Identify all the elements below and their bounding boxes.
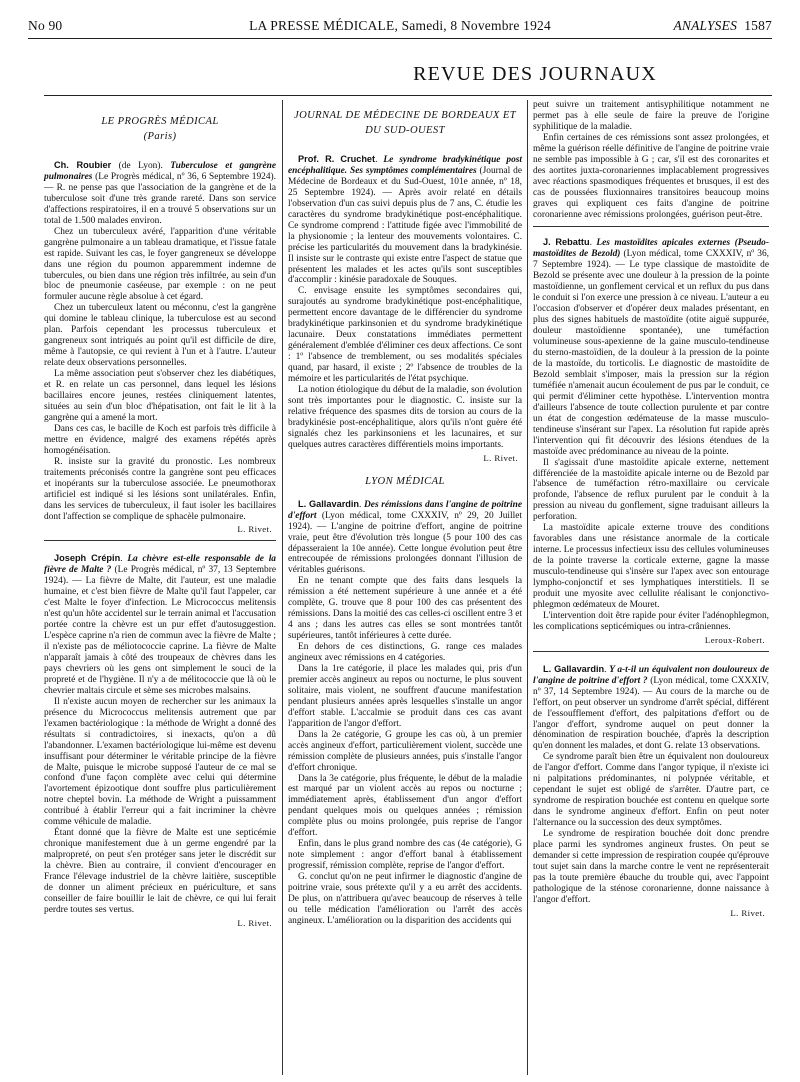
paragraph: G. conclut qu'on ne peut infirmer le diagnostic d'angine de poitrine vraie, sous prétexte qu'il y a eu arrêt des accidents. De plus, on n'attribuera qu'avec beaucoup de réserves à telle ou telle médication l'amélioration ou l'arrêt des accès angineux. L'amélioration ou la disparition des accidents qui — [288, 872, 522, 926]
paragraph: Il n'existe aucun moyen de rechercher sur les animaux la présence du Micrococcus melitensis autrement que par l'examen bactériologique : la méthode de Wright a donné des résultats si contradictoires, si inexacts, qu'on a dû l'abandonner. L'examen bactériologique lui-même est devenu insuffisant pour déterminer le véritable principe de la fièvre de Malte, puisque le microbe supposé l'auteur de ce mal se confond d'une façon complète avec celui qui détermine l'avortement épizootique dont souffre plus particulièrement notre cheptel bovin. La méthode de Wright a puissamment contribué à établir l'erreur qui a fait incriminer la chèvre comme véhicule de maladie. — [44, 696, 276, 828]
running-header — [28, 18, 772, 38]
paragraph: Dans la 1re catégorie, il place les malades qui, pris d'un premier accès angineux au repos ou nocturne, le plus souvent solitaire, mais violent, ne souffrent d'aucune manifestation pendant plusieurs années après lesquelles s'installe un angor d'effort stable. L'accalmie se produit dans ces cas avant l'apparition de l'angor d'effort. — [288, 663, 522, 729]
article-body: (Journal de Médecine de Bordeaux et du Sud-Ouest, 101e année, nº 18, 25 Septembre 1924). — Après avoir relaté en détails l'observation d'un cas suivi depuis plus de 7 ans, C. étudie les caractères du syndrome bradykinétique post-encéphalitique. Ce syndrome comprend : l'attitude figée avec l'immobilité de la physionomie ; la lenteur des mouvements volontaires. C. précise les particularités du mouvement dans la bradykinésie. Il insiste sur le contraste qui existe entre l'aspect de statue que présentent les malades et les actes qu'ils sont susceptibles d'accomplir : kinésie paradoxale de Souques. — [288, 165, 522, 286]
article-lead — [288, 154, 522, 286]
issue-number: No 90 — [28, 18, 63, 33]
author-punct: . — [589, 238, 597, 249]
article-lead — [44, 160, 276, 227]
paragraph: Dans ces cas, le bacille de Koch est parfois très difficile à mettre en évidence, malgré des examens répétés après homogénéisation. — [44, 423, 276, 456]
paragraph: La mastoïdite apicale externe trouve des conditions favorables dans une résistance anormale de la corticale interne. Le processus infectieux issu des cellules volumineuses de la pointe traverse la corticale externe, gagne la masse musculo-tendineuse qui s'insère sur l'apex avec son entourage lympho-conjonctif et ses lymphatiques interstitiels. Il se produit une myosite avec cellulite réalisant le conjonctivo-phlegmon œdémateux de Mouret. — [533, 523, 769, 610]
journal-running-title: LA PRESSE MÉDICALE, Samedi, 8 Novembre 1924 — [249, 18, 551, 33]
author-punct: . — [375, 155, 384, 165]
article-body: (Le Progrès médical, nº 36, 6 Septembre 1924). — R. ne pense pas que l'association de la gangrène et de la tuberculose soit d'une très grande rareté. Dans son service d'affections respiratoires, il en a trouvé 5 observations sur un total de 1.500 malades environ. — [44, 171, 276, 226]
column-divider — [527, 100, 528, 1075]
paragraph: Il s'agissait d'une mastoïdite apicale externe, nettement différenciée de la mastoïdite apicale interne ou de Bezold par l'absence de tuméfaction rétro-maxillaire ou cervicale profonde, l'absence de reflux purulent par le conduit à la pression au niveau du gonflement, signe traduisant ailleurs la perforation. — [533, 457, 769, 523]
paragraph: La même association peut s'observer chez les diabétiques, et R. en relate un cas personnel, dans lequel les lésions bacillaires encore jeunes, restées cliniquement latentes, situées au sein d'un bloc d'hépatisation, ont fait le lit à la gangrène qui a amené la mort. — [44, 369, 276, 423]
column-divider — [282, 100, 283, 1075]
section-and-page — [673, 18, 772, 34]
paragraph: Chez un tuberculeux latent ou méconnu, c'est la gangrène qui domine le tableau clinique, la tuberculose est au second plan. Parfois cependant les processus tuberculeux et gangreneux sont intriqués au point qu'il est difficile de dire, même à l'autopsie, ce qui revient à l'un et à l'autre. L'auteur relate deux observations personnelles. — [44, 303, 276, 369]
author-punct: . — [359, 499, 365, 510]
reviewer-signature: L. Rivet. — [237, 917, 272, 928]
article-lead — [44, 553, 276, 696]
page-number: 1587 — [744, 18, 772, 33]
title-rule — [44, 95, 772, 96]
paragraph: Dans la 2e catégorie, G groupe les cas où, à un premier accès angineux d'effort, particulièrement violent, succède une rémission complète de plusieurs années, puis s'installe l'angor d'effort chronique. — [288, 729, 522, 773]
paragraph: C. envisage ensuite les symptômes secondaires qui, surajoutés au syndrome bradykinétique post-encéphalitique, permettent encore davantage de le différencier du syndrome bradykinétique parkinsonien et du syndrome bradykinétique lacunaire. Deux constatations immédiates permettent généralement d'emblée d'éliminer ces deux affections. Ce sont : 1º l'absence de tremblement, ou ses modalités spéciales quand, par hasard, il existe ; 2º l'absence de troubles de la mémoire et les particularités de l'état psychique. — [288, 286, 522, 385]
paragraph: Étant donné que la fièvre de Malte est une septicémie chronique manifestement due à un germe engendré par la malpropreté, on peut s'en protéger sans jeter le discrédit sur la chèvre. Bien au contraire, il convient d'encourager en France l'élevage industriel de la chèvre laitière, susceptible de donner un aliment précieux en puériculture, et sans conseiller de faire bouillir le lait de chèvre, ce qui lui ferait perdre toutes ses vertus. — [44, 828, 276, 915]
article-author: L. Gallavardin — [298, 498, 360, 509]
paragraph: En ne tenant compte que des faits dans lesquels la rémission a été nettement supérieure à une année et a été complète, G. trouve que 8 pour 100 des cas présentent des rémissions. Dans la moitié des cas celles-ci oscillent entre 3 et 4 ans ; dans les autres cas elles se sont montrées tantôt supérieures, tantôt inférieures à cette durée. — [288, 576, 522, 642]
reviewer-signature: L. Rivet. — [483, 452, 518, 463]
article-body: (Lyon médical, tome CXXXIV, nº 29, 20 Juillet 1924). — L'angine de poitrine d'effort, angine de poitrine vraie, peut être d'évolution très longue (5 pour 100 des cas dépasseraient la 10e année). Cette longue évolution peut être entrecoupée de rémissions prolongées donnant l'illusion de véritables guérisons. — [288, 510, 522, 576]
article-title: Tuberculose et gangrène pulmonaires — [44, 161, 276, 182]
paragraph: Dans la 3e catégorie, plus fréquente, le début de la maladie est marqué par un violent accès au repos ou nocturne ; immédiatement après, établissement d'un angor d'effort pendant quelques mois ou quelques années ; rémission complète plus ou moins prolongée, puis reprise de l'angor d'effort. — [288, 773, 522, 839]
section-label: ANALYSES — [673, 18, 738, 33]
article-body: (Lyon médical, tome CXXXIV, nº 36, 7 Septembre 1924). — Le type classique de mastoïdite de Bezold se présente avec une douleur à la pression de la pointe mastoïdienne, un gonflement cervical et un reflux du pus dans le conduit si l'on exerce une pression à ce niveau. L'auteur a eu l'occasion d'observer et d'opérer deux malades présentant, en plus des signes habituels de mastoïdite (otite aiguë suppurée, douleur mastoïdienne spontanée), une tuméfaction volumineuse sous-apexienne de la gaine musculo-tendineuse du sterno-mastoïdien, de la douleur à la pression de la pointe de la mastoïde, du torticolis. Le diagnostic de mastoïdite de Bezold semblait s'imposer, mais la pression sur la région tuméfiée n'amenait aucun écoulement de pus par le conduit, ce qui permit d'éliminer cette hypothèse. L'intervention montra d'ailleurs l'absence de toute collection purulente et par contre un état de congestion œdémateuse de la masse musculo-tendineuse s'insérant sur l'apex. La résolution fut rapide après l'intervention qui fit découvrir des lésions étendues de la mastoïde avec prédominance au niveau de la pointe. — [533, 249, 769, 457]
article-separator — [44, 540, 276, 541]
column-2 — [288, 100, 522, 927]
article-title: Le syndrome bradykinétique post encéphalitique. Ses symptômes complémentaires — [288, 155, 523, 176]
paragraph: Ce syndrome paraît bien être un équivalent non douloureux de l'angor d'effort. Comme dans l'angor typique, il n'existe ici ni palpitations prédominantes, ni polypnée véritable, et cependant le sujet est obligé de s'arrêter. D'autre part, ce syndrome de respiration bouchée est contenu en quelque sorte dans le syndrome angineux d'effort. Enfin on peut noter l'alternance ou la succession des deux symptômes. — [533, 752, 769, 829]
reviewer-signature: L. Rivet. — [237, 524, 272, 535]
paragraph: Le syndrome de respiration bouchée doit donc prendre place parmi les syndromes angineux frustes. On peut se demander si cette impression de respiration coupée qu'éprouve tout sujet sain dans la marche contre le vent ne représenterait pas la toute première ébauche du trouble qui, avec l'appoint pathologique de la sténose coronarienne, donne naissance à l'angor d'effort. — [533, 829, 769, 905]
journal-heading: LYON MÉDICAL — [365, 475, 445, 487]
paragraph: Enfin certaines de ces rémissions sont assez prolongées, et même la guérison réelle définitive de l'angine de poitrine vraie ne semble pas impossible à G ; car, s'il est des coronarites et des aortites juxta-coronariennes implacablement progressives avec réactions spasmodiques fréquentes et brusques, il est des cas de poussées fluxionnaires transitoires beaucoup moins graves qui expliquent ces faits d'angine de poitrine coronarienne avec rémissions prolongées, guérison peut-être. — [533, 132, 769, 220]
journal-city: (Paris) — [143, 131, 177, 142]
article-lead — [533, 664, 769, 753]
article-title: La chèvre est-elle responsable de la fièvre de Malte ? — [44, 554, 276, 576]
article-lead — [288, 499, 522, 577]
article-author: Ch. Roubier — [54, 160, 112, 170]
reviewer-signature: L. Rivet. — [730, 907, 765, 918]
paragraph: En dehors de ces distinctions, G. range ces malades angineux avec rémissions en 4 catégories. — [288, 642, 522, 664]
article-author: Prof. R. Cruchet — [298, 154, 376, 164]
journal-heading — [44, 114, 276, 144]
article-author: J. Rebattu — [543, 237, 590, 248]
paragraph: L'intervention doit être rapide pour éviter l'adénophlegmon, les complications septicémiques ou intra-crâniennes. — [533, 610, 769, 632]
author-punct: . — [120, 554, 128, 565]
article-separator — [533, 226, 769, 227]
column-1 — [44, 100, 276, 933]
header-rule — [28, 38, 772, 39]
column-3 — [533, 100, 769, 923]
article-title: Des rémissions dans l'angine de poitrine d'effort — [288, 499, 522, 521]
author-punct: . — [604, 664, 610, 675]
author-affiliation: (de Lyon). — [111, 161, 171, 171]
paragraph: Chez un tuberculeux avéré, l'apparition d'une véritable gangrène pulmonaire a un tableau dramatique, et l'issue fatale est rapide. Suivant les cas, le foyer gangreneux se développe dans une région du poumon apparemment indemne de tubercules, ou bien dans une région très infiltrée, au sein d'un bloc de pneumonie caséeuse, par exemple : on ne peut formuler aucune règle absolue à cet égard. — [44, 226, 276, 303]
article-title: Les mastoïdites apicales externes (Pseudo-mastoïdites de Bezold) — [533, 238, 769, 260]
article-author: Joseph Crépin — [54, 553, 121, 564]
section-title: REVUE DES JOURNAUX — [413, 63, 657, 85]
paragraph: R. insiste sur la gravité du pronostic. Les nombreux traitements préconisés contre la gangrène sont peu efficaces et inopérants sur la tuberculose associée. Le pneumothorax artificiel est indiqué si les lésions sont unilatérales. Enfin, dans les services de tuberculeux, il faut isoler les bacillaires dont l'affection se complique de sphacèle pulmonaire. — [44, 456, 276, 522]
article-body: (Le Progrès médical, nº 37, 13 Septembre 1924). — La fièvre de Malte, dit l'auteur, est une maladie humaine, et c'est bien fièvre de Malte qu'il faut l'appeler, car c'est Malte le foyer d'infection. Le Micrococcus melitensis n'est qu'un hôte accidentel sur le terrain animal et l'accusation portée contre la chèvre est un pur effet d'autosuggestion. L'espèce caprine n'a rien de commun avec la fièvre de Malte ; il n'existe pas de méliotococcie caprine. La fièvre de Malte n'apparaît jamais à côté des troupeaux de chèvres dans les pays chevriers où les gens ont simplement le souci de la propreté et de l'hygiène. Il n'y a de mélitococcie que là où le chevrier maltais circule et sème ses microbes malsains. — [44, 565, 277, 696]
article-lead — [533, 237, 769, 457]
journal-name: LE PROGRÈS MÉDICAL — [101, 116, 219, 127]
paragraph: La notion étiologique du début de la maladie, son évolution sont très importantes pour le diagnostic. C. insiste sur la relative fréquence des spasmes dits de torsion au cours de la bradykinésie post-encéphalitique, alors qu'ils n'ont guère été signalés chez les parkinsoniens et les lacunaires, et sur quelques autres caractères différentiels moins importants. — [288, 385, 522, 450]
journal-heading: JOURNAL DE MÉDECINE DE BORDEAUX ET DU SUD-OUEST — [293, 110, 516, 136]
article-body: (Lyon médical, tome CXXXIV, nº 37, 14 Septembre 1924). — Au cours de la marche ou de l'effort, on peut observer un syndrome d'arrêt spécial, différent de l'essoufflement d'effort, des palpitations d'effort ou de l'angor d'effort, syndrome auquel on peut donner la dénomination de respiration bouchée, d'après la description qu'en donnent les malades, et dont G. relate 13 observations. — [533, 675, 769, 752]
paragraph: Enfin, dans le plus grand nombre des cas (4e catégorie), G note simplement : angor d'effort banal à établissement progressif, rémission complète, reprise de l'angor d'effort. — [288, 839, 522, 872]
article-author: L. Gallavardin — [543, 663, 605, 674]
article-title: Y a-t-il un équivalent non douloureux de l'angine de poitrine d'effort ? — [533, 664, 770, 686]
reviewer-signature: Leroux-Robert. — [704, 634, 765, 645]
paragraph: peut suivre un traitement antisyphilitique notamment ne permet pas à elle seule de faire la preuve de l'origine syphilitique de la maladie. — [533, 100, 769, 132]
article-separator — [533, 651, 769, 652]
